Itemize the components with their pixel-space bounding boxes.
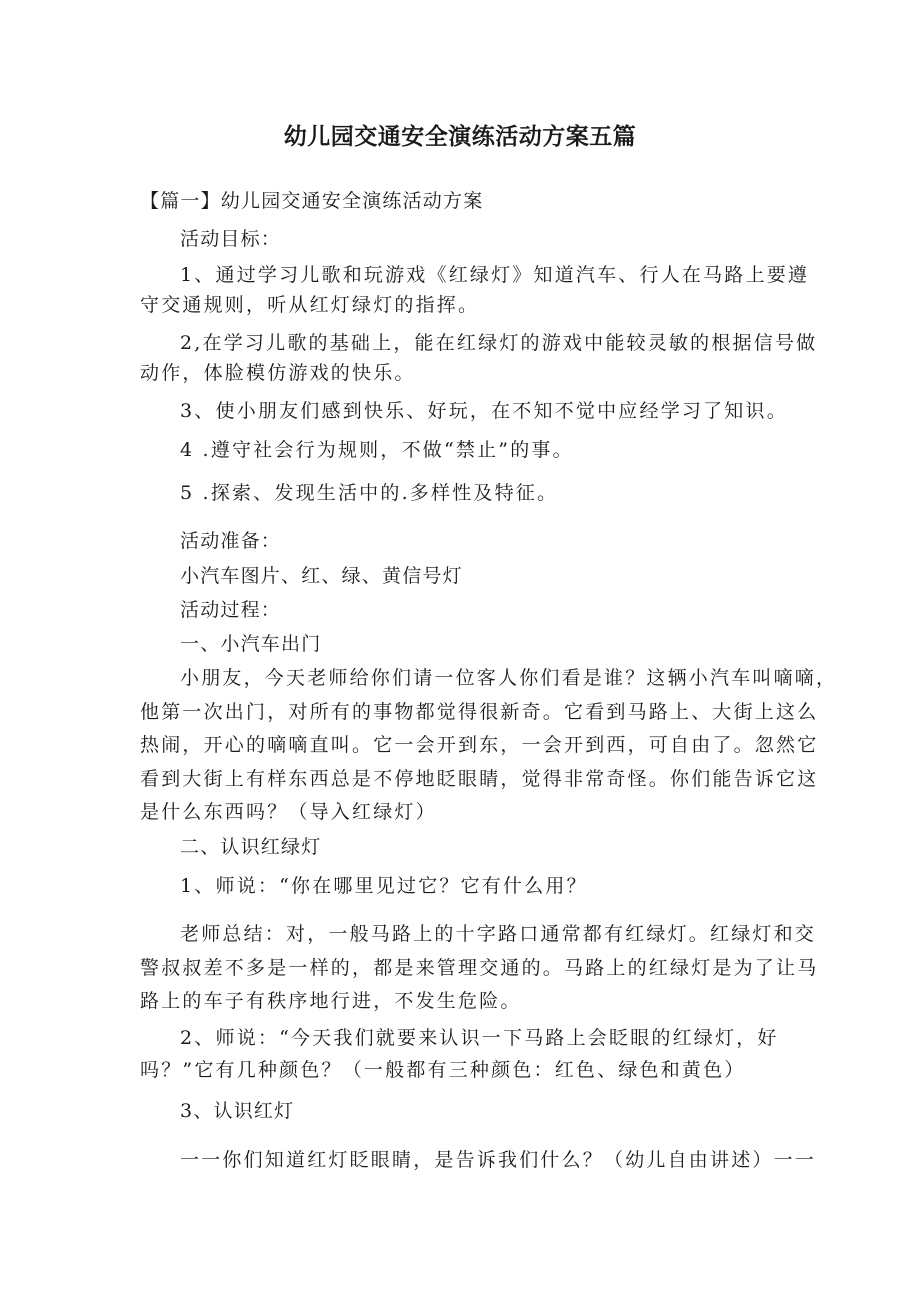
paragraph-line: 动作，体脸模仿游戏的快乐。 — [140, 362, 416, 384]
paragraph-line: 警叔叔差不多是一样的，都是来管理交通的。马路上的红绿灯是为了让马 — [140, 957, 819, 979]
paragraph-line: 4 .遵守社会行为规则，不做“禁止”的事。 — [180, 439, 574, 461]
document-title: 幼儿园交通安全演练活动方案五篇 — [283, 124, 637, 150]
paragraph-line: 小汽车图片、红、绿、黄信号灯 — [180, 565, 463, 587]
paragraph-line: 老师总结：对，一般马路上的十字路口通常都有红绿灯。红绿灯和交 — [180, 923, 817, 945]
section-heading: 【篇一】幼儿园交通安全演练活动方案 — [140, 190, 484, 212]
paragraph-line: 看到大街上有样东西总是不停地眨眼睛，觉得非常奇怪。你们能告诉它这 — [140, 768, 819, 790]
paragraph-line: 活动过程： — [180, 599, 282, 621]
paragraph-line: 活动目标： — [180, 228, 282, 250]
paragraph-line: 守交通规则，听从红灯绿灯的指挥。 — [140, 294, 480, 316]
paragraph-line: 是什么东西吗？（导入红绿灯） — [140, 801, 437, 823]
paragraph-line: 路上的车子有秩序地行进，不发生危险。 — [140, 990, 522, 1012]
paragraph-line: 小朋友，今天老师给你们请一位客人你们看是谁？这辆小汽车叫嘀嘀， — [180, 667, 838, 689]
paragraph-line: 吗？”它有几种颜色？（一般都有三种颜色：红色、绿色和黄色） — [140, 1059, 746, 1081]
paragraph-line: 一一你们知道红灯眨眼睛，是告诉我们什么？（幼儿自由讲述）一一 — [180, 1149, 817, 1171]
paragraph-line: 3、使小朋友们感到快乐、好玩，在不知不觉中应经学习了知识。 — [180, 400, 788, 422]
paragraph-line: 活动准备： — [180, 530, 282, 552]
paragraph-line: 热闹，开心的嘀嘀直叫。它一会开到东，一会开到西，可自由了。忽然它 — [140, 734, 819, 756]
paragraph-line: 1、师说：“你在哪里见过它？它有什么用？ — [180, 875, 588, 897]
paragraph-line: 2、师说：“今天我们就要来认识一下马路上会眨眼的红绿灯，好 — [180, 1027, 779, 1049]
paragraph-line: 3、认识红灯 — [180, 1100, 295, 1122]
paragraph-line: 二、认识红绿灯 — [180, 836, 322, 858]
paragraph-line: 一、小汽车出门 — [180, 633, 322, 655]
paragraph-line: 1、通过学习儿歌和玩游戏《红绿灯》知道汽车、行人在马路上要遵 — [180, 264, 810, 286]
paragraph-line: 5 .探索、发现生活中的.多样性及特征。 — [180, 482, 559, 504]
paragraph-line: 2,在学习儿歌的基础上，能在红绿灯的游戏中能较灵敏的根据信号做 — [180, 332, 818, 354]
paragraph-line: 他第一次出门，对所有的事物都觉得很新奇。它看到马路上、大街上这么 — [140, 701, 819, 723]
